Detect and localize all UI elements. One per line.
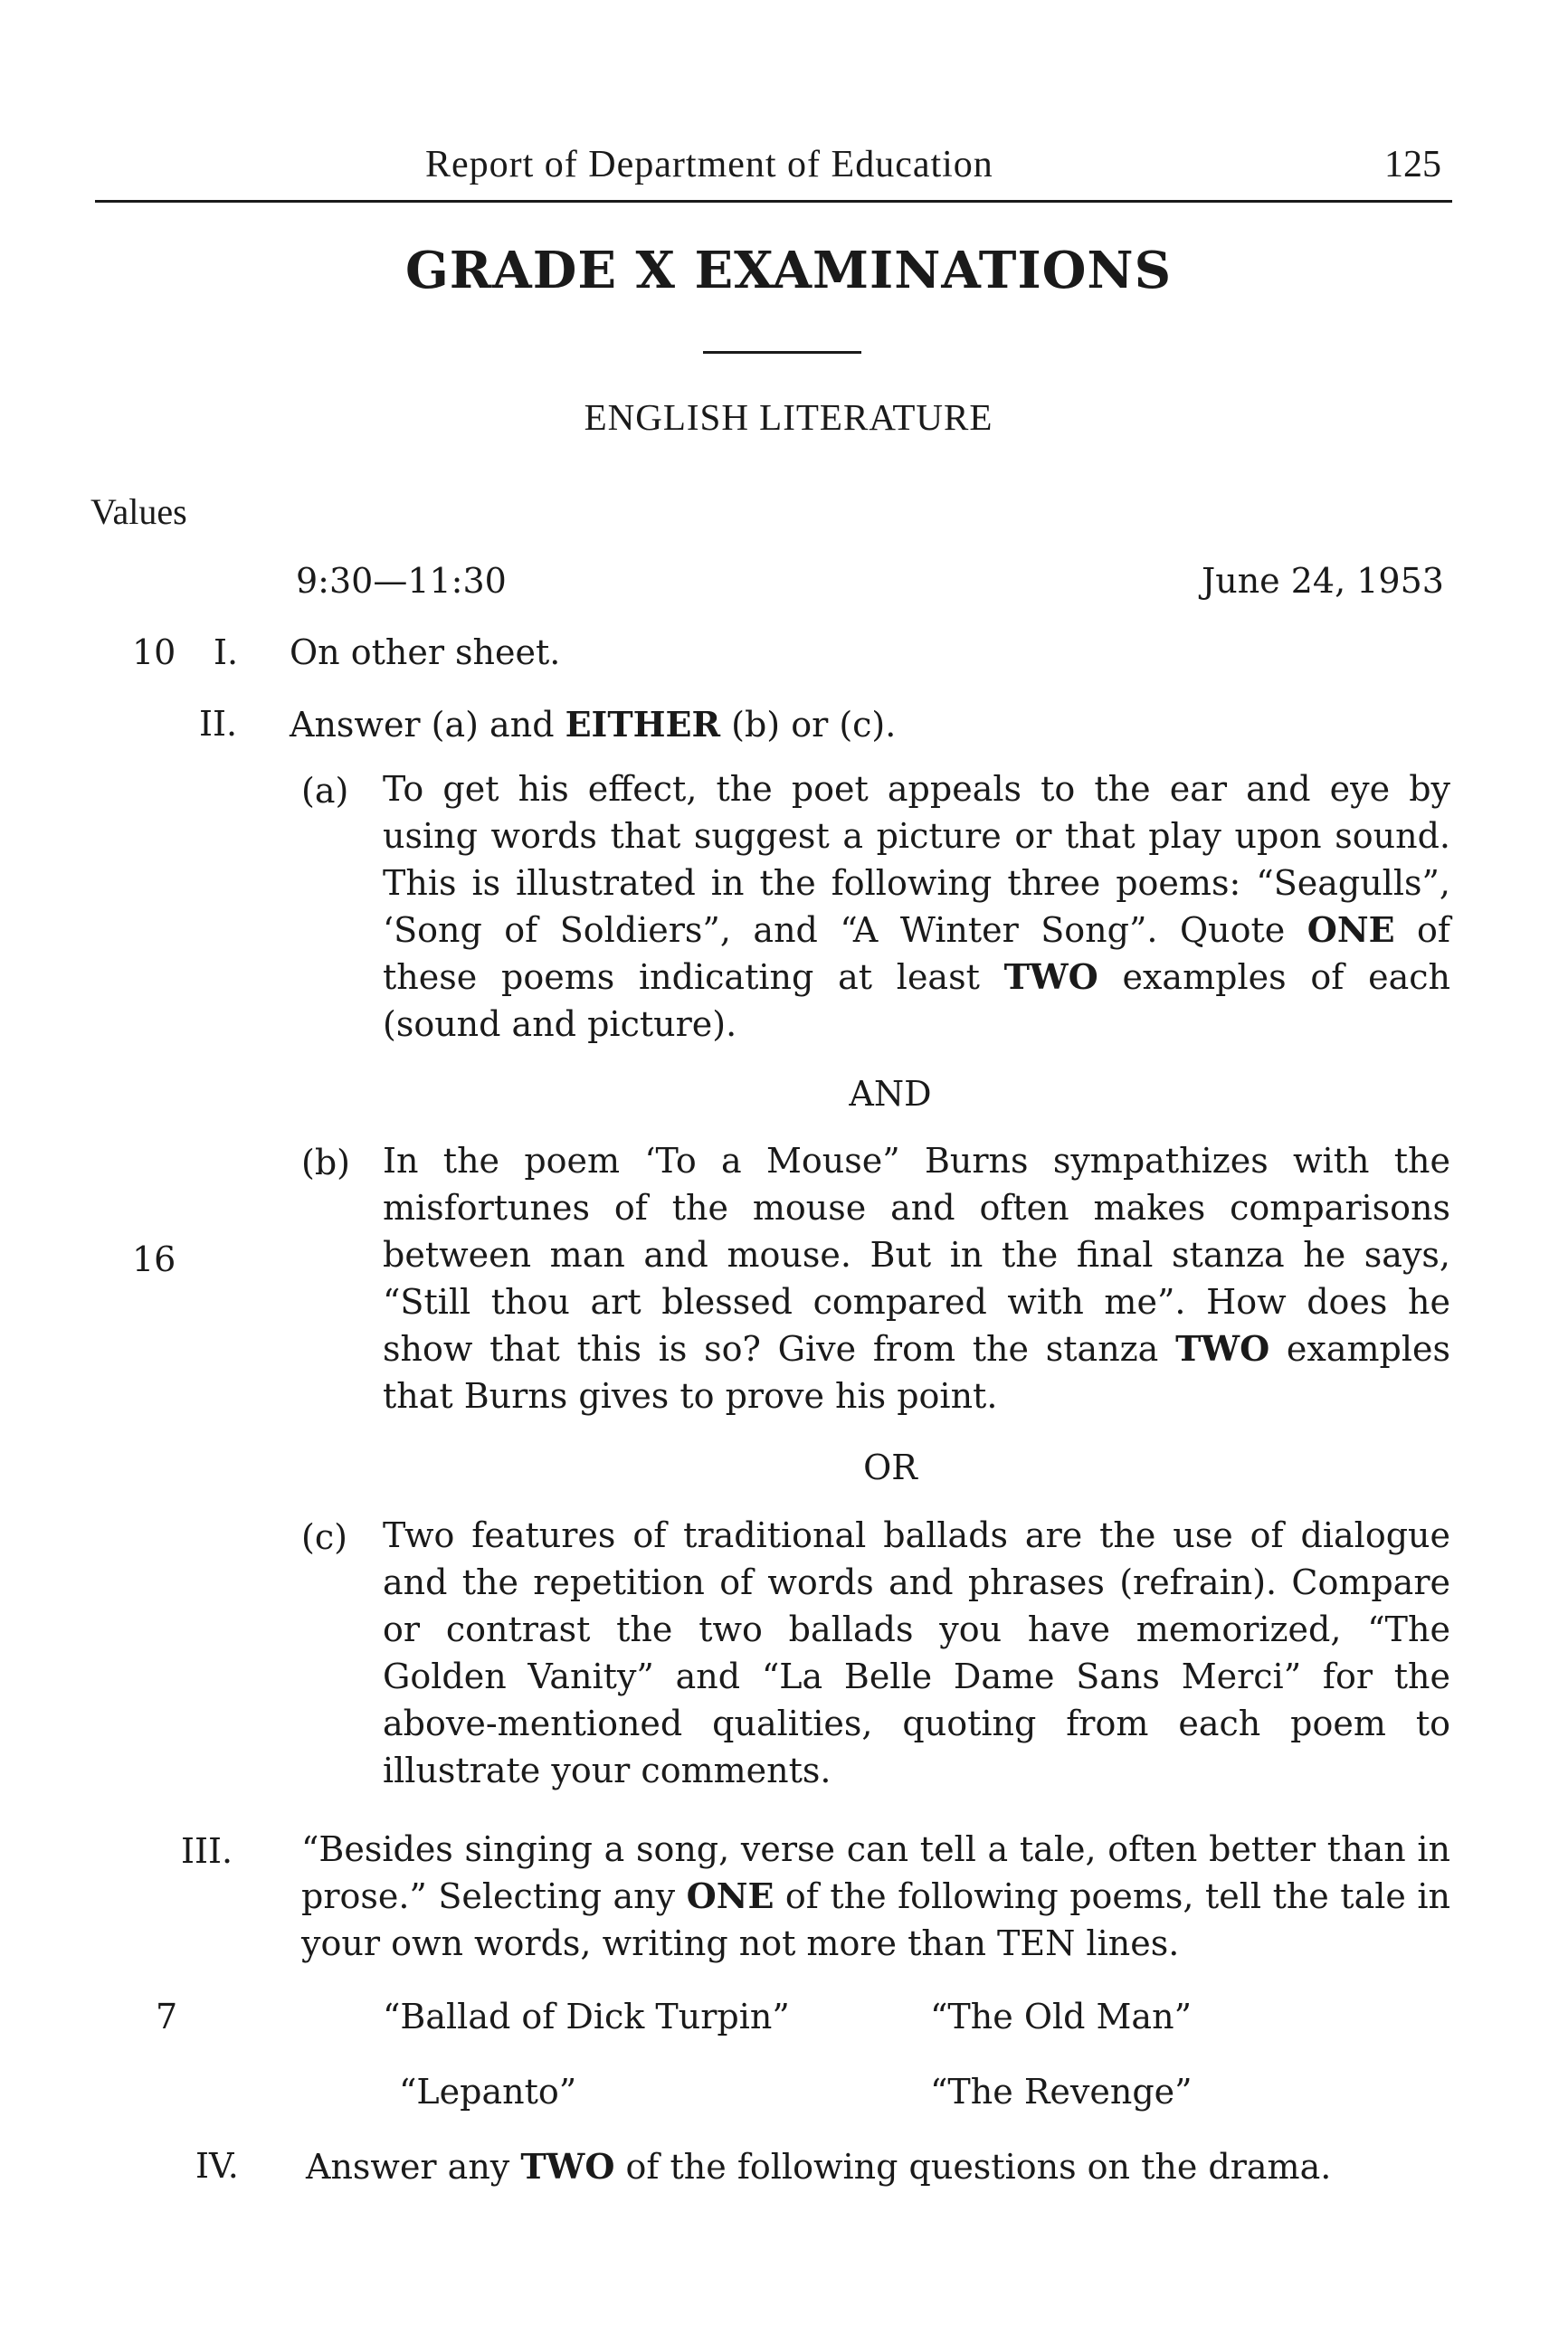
or-divider: OR bbox=[863, 1448, 917, 1487]
section-i-text: On other sheet. bbox=[290, 632, 561, 672]
section-iv-text bbox=[306, 2146, 1331, 2187]
section-iii-numeral: III. bbox=[181, 1831, 233, 1871]
section-iii-text bbox=[301, 1826, 1450, 1967]
page-number: 125 bbox=[1384, 144, 1441, 185]
question-c-label: (c) bbox=[301, 1517, 347, 1557]
section-iv-text-1: Answer any bbox=[306, 2147, 521, 2187]
question-b-text-2: examples that Burns gives to prove his point. bbox=[383, 1329, 1451, 1416]
question-a-text-3: examples of each (sound and picture). bbox=[383, 957, 1450, 1044]
section-ii-instruction bbox=[290, 704, 896, 745]
question-a-text bbox=[383, 765, 1450, 1048]
question-c-text: Two features of traditional ballads are the use of dialogue and the repetition of words and phrases (refrain). Compare or contrast the two ballads you have memorized, “The Golden Vanity” and “La Belle Dame Sans Merci” for the above-mentioned qualities, quoting from each poem to illustrate your comments. bbox=[383, 1515, 1450, 1790]
section-iii-text-2: of the following poems, tell the tale in your own words, writing not more than TEN lines. bbox=[301, 1876, 1450, 1963]
exam-time: 9:30—11:30 bbox=[296, 561, 507, 601]
section-iv-text-2: of the following questions on the drama. bbox=[614, 2147, 1332, 2187]
question-a-bold-2: TWO bbox=[1003, 956, 1098, 997]
header-rule bbox=[95, 200, 1452, 203]
section-ii-instruction-pre: Answer (a) and bbox=[290, 705, 565, 745]
question-b-label: (b) bbox=[301, 1143, 350, 1182]
question-a-text-1: To get his effect, the poet appeals to the ear and eye by using words that suggest a picture or that play upon sound. This is illustrated in the following three poems: “Seagulls”, ‘Song of Soldiers”, and “A Winter Song”. Quote bbox=[383, 769, 1450, 950]
question-a-bold-1: ONE bbox=[1307, 909, 1395, 950]
poem-option: “Lepanto” bbox=[399, 2072, 577, 2112]
question-b-text bbox=[383, 1137, 1450, 1419]
poem-option: “The Revenge” bbox=[930, 2072, 1193, 2112]
question-b-bold-1: TWO bbox=[1175, 1328, 1270, 1369]
section-ii-instruction-post: (b) or (c). bbox=[720, 705, 897, 745]
section-iii-value: 7 bbox=[156, 1997, 178, 2036]
section-iii-text-1: “Besides singing a song, verse can tell a tale, often better than in prose.” Selecting any bbox=[301, 1829, 1450, 1916]
question-b-text-1: In the poem ‘To a Mouse” Burns sympathizes with the misfortunes of the mouse and often makes comparisons between man and mouse. But in the final stanza he says, “Still thou art blessed compared with me”. How does he show that this is so? Give from the stanza bbox=[383, 1141, 1450, 1369]
section-ii-value: 16 bbox=[132, 1239, 176, 1279]
section-iv-numeral: IV. bbox=[195, 2146, 239, 2186]
section-iv-bold-1: TWO bbox=[520, 2146, 615, 2187]
section-i-value: 10 bbox=[132, 632, 176, 672]
section-ii-numeral: II. bbox=[199, 704, 238, 744]
section-iii-bold-1: ONE bbox=[686, 1875, 774, 1916]
poem-option: “The Old Man” bbox=[930, 1997, 1192, 2036]
running-header-title: Report of Department of Education bbox=[425, 144, 993, 185]
and-divider: AND bbox=[849, 1074, 932, 1114]
values-label: Values bbox=[90, 491, 187, 532]
question-a-label: (a) bbox=[301, 771, 349, 811]
section-ii-instruction-bold: EITHER bbox=[565, 704, 721, 745]
exam-subject: ENGLISH LITERATURE bbox=[584, 396, 993, 438]
exam-title: GRADE X EXAMINATIONS bbox=[404, 241, 1173, 300]
poem-option: “Ballad of Dick Turpin” bbox=[383, 1997, 790, 2036]
title-rule bbox=[703, 351, 861, 354]
exam-date: June 24, 1953 bbox=[1202, 561, 1444, 601]
question-a-text-2: of these poems indicating at least bbox=[383, 910, 1450, 997]
section-i-numeral: I. bbox=[214, 632, 239, 672]
